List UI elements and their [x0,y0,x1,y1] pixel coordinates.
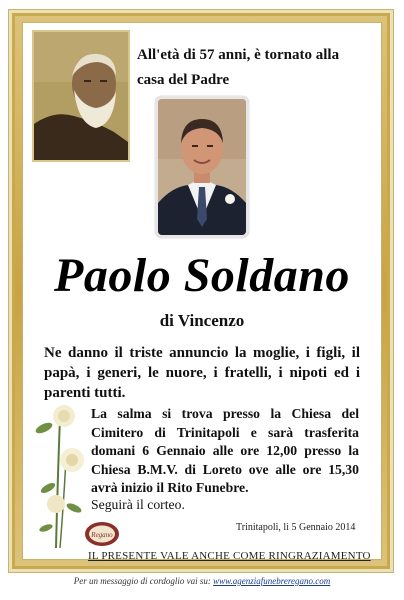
footer-prefix: Per un messaggio di cordoglio vai su: [73,576,214,586]
announcement-text: Ne danno il triste annuncio la moglie, i figli, il papà, i generi, le nuore, i fratelli, i nipoti ed i parenti tutti. [44,345,360,401]
funeral-details: La salma si trova presso la Chiesa del Cimitero di Trinitapoli e sarà trasferita domani 6 Gennaio alle ore 12,00 presso la Chiesa B.M.V. di Loreto ove alle ore 15,30 avrà inizio il Rito Funebre. [91,406,359,496]
intro-text [137,43,373,93]
deceased-portrait-image [155,96,249,238]
intro-line-2: casa del Padre [137,72,230,88]
footer [0,576,404,586]
intro-line-1: All'età di 57 anni, è tornato alla [137,47,340,63]
agency-website-link[interactable]: www.agenziafunebreregano.com [213,576,331,586]
cortege-text: Seguirà il corteo. [91,497,185,512]
white-rose-icon [30,398,90,558]
saint-portrait-image [32,30,130,162]
agency-logo-icon [83,520,121,548]
thanks-line: IL PRESENTE VALE ANCHE COME RINGRAZIAMENTO [88,550,371,562]
deceased-name: Paolo Soldano [54,249,350,302]
logo-text: Regano [91,531,113,539]
father-name: di Vincenzo [159,311,245,330]
place-date: Trinitapoli, lì 5 Gennaio 2014 [236,522,356,533]
